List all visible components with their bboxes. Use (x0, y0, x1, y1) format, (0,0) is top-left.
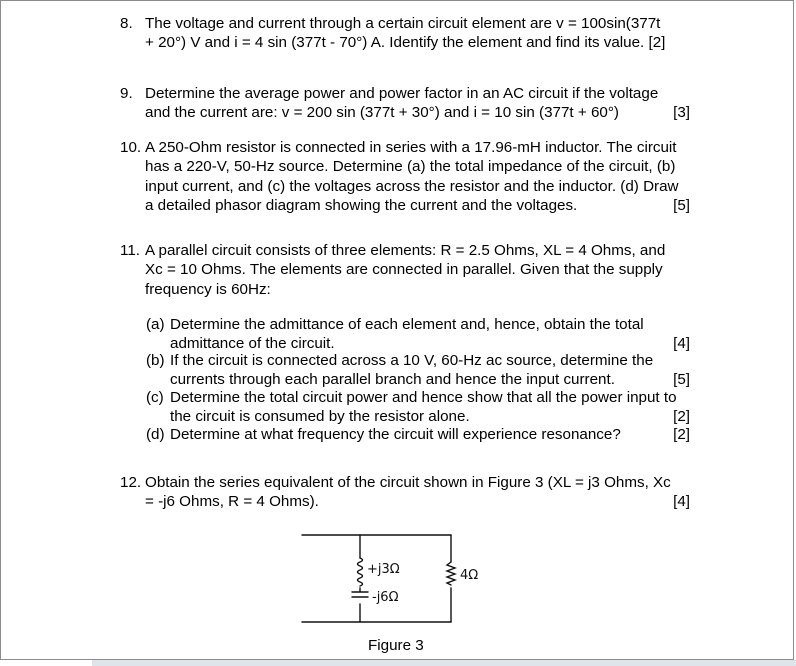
capacitor-label: -j6Ω (372, 590, 399, 605)
question-text-line: and the current are: v = 200 sin (377t + 30°) and i = 10 sin (377t + 60°) (145, 104, 619, 122)
marks: [4] (673, 493, 690, 511)
question-number: 8. (120, 15, 133, 32)
marks: [2] (673, 407, 690, 425)
question-text-line: input current, and (c) the voltages across the resistor and the inductor. (d) Draw (145, 177, 679, 195)
sub-question-text: Determine the admittance of each element and, hence, obtain the total (170, 316, 644, 333)
question-text-line: A 250-Ohm resistor is connected in series with a 17.96-mH inductor. The circuit (145, 139, 677, 156)
circuit-figure (300, 532, 520, 632)
marks: [3] (673, 104, 690, 122)
question-8 (120, 14, 700, 53)
sub-question-text: Determine at what frequency the circuit will experience resonance? (170, 426, 621, 443)
question-number: 10. (120, 139, 142, 156)
question-text-line: Xc = 10 Ohms. The elements are connected in parallel. Given that the supply (145, 261, 663, 279)
question-11c (146, 389, 700, 426)
question-text-line: + 20°) V and i = 4 sin (377t - 70°) A. Identify the element and find its value. [2] (145, 34, 666, 52)
question-number: 12. (120, 474, 142, 491)
question-9 (120, 84, 700, 123)
inductor-symbol (358, 558, 363, 586)
capacitor-symbol (352, 592, 368, 597)
sub-question-text: admittance of the circuit. (170, 334, 335, 352)
question-number: 11. (120, 242, 140, 259)
resistor-symbol (447, 562, 455, 585)
sub-question-text: currents through each parallel branch and hence the input current. (170, 370, 615, 388)
marks: [4] (673, 334, 690, 352)
question-11b (146, 352, 700, 389)
figure-caption: Figure 3 (368, 637, 424, 654)
question-text-line: Determine the average power and power factor in an AC circuit if the voltage (145, 85, 659, 102)
question-text-line: The voltage and current through a certain circuit element are v = 100sin(377t (145, 15, 661, 32)
sub-question-label: (c) (146, 389, 164, 406)
question-11a (146, 316, 700, 353)
question-number: 9. (120, 85, 133, 102)
question-11d (146, 426, 700, 445)
question-text-line: has a 220-V, 50-Hz source. Determine (a) the total impedance of the circuit, (b) (145, 158, 676, 176)
sub-question-text: the circuit is consumed by the resistor alone. (170, 407, 470, 425)
marks: [5] (673, 370, 690, 388)
marks: [2] (673, 426, 690, 443)
sub-question-label: (a) (146, 316, 165, 333)
sub-question-label: (b) (146, 352, 165, 369)
sub-question-label: (d) (146, 426, 165, 443)
marks: [5] (673, 196, 690, 214)
question-text-line: frequency is 60Hz: (145, 280, 271, 298)
sub-question-text: Determine the total circuit power and hence show that all the power input to (170, 389, 677, 406)
question-10 (120, 138, 700, 215)
question-text-line: A parallel circuit consists of three elements: R = 2.5 Ohms, XL = 4 Ohms, and (145, 242, 666, 259)
sub-question-text: If the circuit is connected across a 10 V, 60-Hz ac source, determine the (170, 352, 654, 369)
resistor-label: 4Ω (460, 568, 479, 583)
question-11 (120, 241, 700, 299)
scroll-strip (92, 660, 796, 666)
question-text-line: = -j6 Ohms, R = 4 Ohms). (145, 493, 319, 511)
inductor-label: +j3Ω (367, 562, 400, 577)
question-12 (120, 473, 700, 512)
question-text-line: a detailed phasor diagram showing the current and the voltages. (145, 196, 578, 214)
question-text-line: Obtain the series equivalent of the circuit shown in Figure 3 (XL = j3 Ohms, Xc (145, 474, 671, 491)
